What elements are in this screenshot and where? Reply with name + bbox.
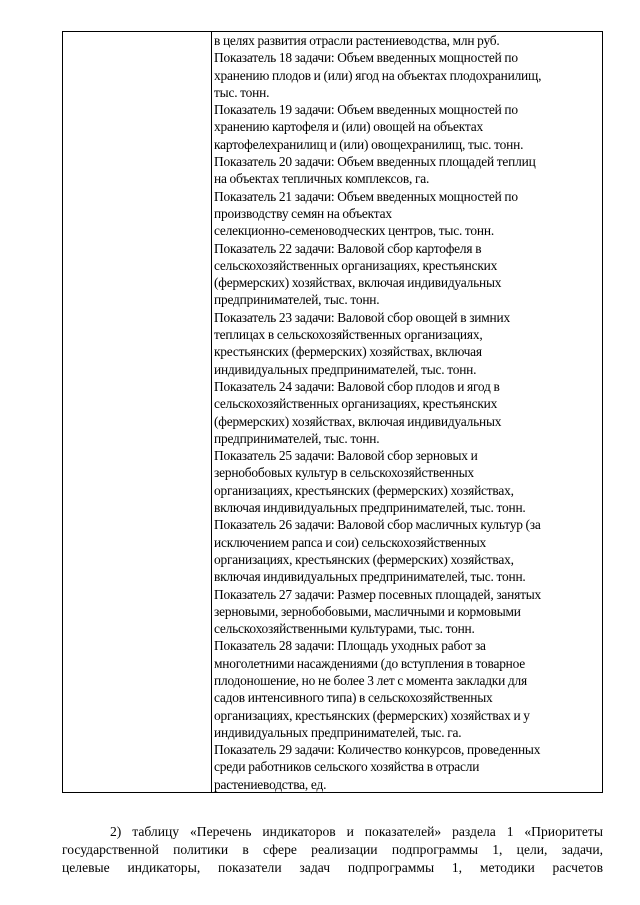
table-cell-line: индивидуальных предпринимателей, тыс. га. <box>214 724 462 740</box>
table-cell-line: на объектах тепличных комплексов, га. <box>214 171 430 187</box>
table-left-cell <box>63 32 212 792</box>
table-cell-line: хранению картофеля и (или) овощей на объектах <box>214 119 483 135</box>
table-cell-line: организациях, крестьянских (фермерских) хозяйствах и у <box>214 707 530 723</box>
table-cell-line: Показатель 29 задачи: Количество конкурсов, проведенных <box>214 742 541 758</box>
table-cell-line: плодоношение, но не более 3 лет с момента закладки для <box>214 672 527 688</box>
table-cell-line: Показатель 28 задачи: Площадь уходных работ за <box>214 638 486 654</box>
table-cell-line: Показатель 22 задачи: Валовой сбор картофеля в <box>214 240 482 256</box>
table-cell-line: тыс. тонн. <box>214 84 270 100</box>
table-cell-line: организациях, крестьянских (фермерских) хозяйствах, <box>214 551 514 567</box>
table-cell-line: картофелехранилищ и (или) овощехранилищ, тыс. тонн. <box>214 136 524 152</box>
table-cell-line: зерновыми, зернобобовыми, масличными и кормовыми <box>214 603 521 619</box>
table-cell-line: Показатель 23 задачи: Валовой сбор овощей в зимних <box>214 309 510 325</box>
table-cell-line: производству семян на объектах <box>214 205 392 221</box>
table-cell-line: индивидуальных предпринимателей, тыс. тонн. <box>214 361 477 377</box>
table-cell-line: Показатель 18 задачи: Объем введенных мощностей по <box>214 50 518 66</box>
table-cell-line: в целях развития отрасли растениеводства, млн руб. <box>214 33 500 48</box>
table-cell-line: селекционно-семеноводческих центров, тыс. тонн. <box>214 223 494 239</box>
paragraph-line: государственной политики в сфере реализации подпрограммы 1, цели, задачи, <box>62 841 603 857</box>
table-cell-line: хранению плодов и (или) ягод на объектах плодохранилищ, <box>214 67 542 83</box>
table-cell-line: сельскохозяйственными культурами, тыс. тонн. <box>214 621 475 637</box>
table-cell-line: сельскохозяйственных организациях, крестьянских <box>214 257 498 273</box>
table-cell-line: Показатель 26 задачи: Валовой сбор масличных культур (за <box>214 517 541 533</box>
paragraph-line: 2) таблицу «Перечень индикаторов и показателей» раздела 1 «Приоритеты <box>110 824 603 839</box>
table-cell-line: зернобобовых культур в сельскохозяйственных <box>214 465 474 481</box>
table-cell-line: Показатель 24 задачи: Валовой сбор плодов и ягод в <box>214 378 500 394</box>
table-cell-line: включая индивидуальных предпринимателей, тыс. тонн. <box>214 500 526 516</box>
table-cell-line: предпринимателей, тыс. тонн. <box>214 292 380 308</box>
table-cell-line: (фермерских) хозяйствах, включая индивидуальных <box>214 413 502 429</box>
table-cell-line: теплицах в сельскохозяйственных организациях, <box>214 327 483 343</box>
table-cell-line: организациях, крестьянских (фермерских) хозяйствах, <box>214 482 514 498</box>
table-cell-line: предпринимателей, тыс. тонн. <box>214 430 380 446</box>
table-cell-line: включая индивидуальных предпринимателей, тыс. тонн. <box>214 569 526 585</box>
table-cell-line: Показатель 25 задачи: Валовой сбор зерновых и <box>214 448 478 464</box>
table-cell-line: Показатель 21 задачи: Объем введенных мощностей по <box>214 188 518 204</box>
table-cell-line: исключением рапса и сои) сельскохозяйственных <box>214 534 486 550</box>
table-cell-line: Показатель 20 задачи: Объем введенных площадей теплиц <box>214 154 536 170</box>
table-cell-line: Показатель 19 задачи: Объем введенных мощностей по <box>214 102 518 118</box>
table-cell-line: среди работников сельского хозяйства в отрасли <box>214 759 480 775</box>
table-right-cell <box>212 32 602 792</box>
table-cell-line: Показатель 27 задачи: Размер посевных площадей, занятых <box>214 586 542 602</box>
table-cell-line: растениеводства, ед. <box>214 776 327 792</box>
paragraph-line: целевые индикаторы, показатели задач подпрограммы 1, методики расчетов <box>62 859 603 875</box>
indicators-table <box>62 31 603 793</box>
table-cell-line: многолетними насаждениями (до вступления в товарное <box>214 655 526 671</box>
table-cell-line: (фермерских) хозяйствах, включая индивидуальных <box>214 275 502 291</box>
table-cell-line: сельскохозяйственных организациях, крестьянских <box>214 396 498 412</box>
table-cell-line: крестьянских (фермерских) хозяйствах, включая <box>214 344 482 360</box>
table-cell-line: садов интенсивного типа) в сельскохозяйственных <box>214 690 493 706</box>
body-paragraph <box>62 823 603 876</box>
